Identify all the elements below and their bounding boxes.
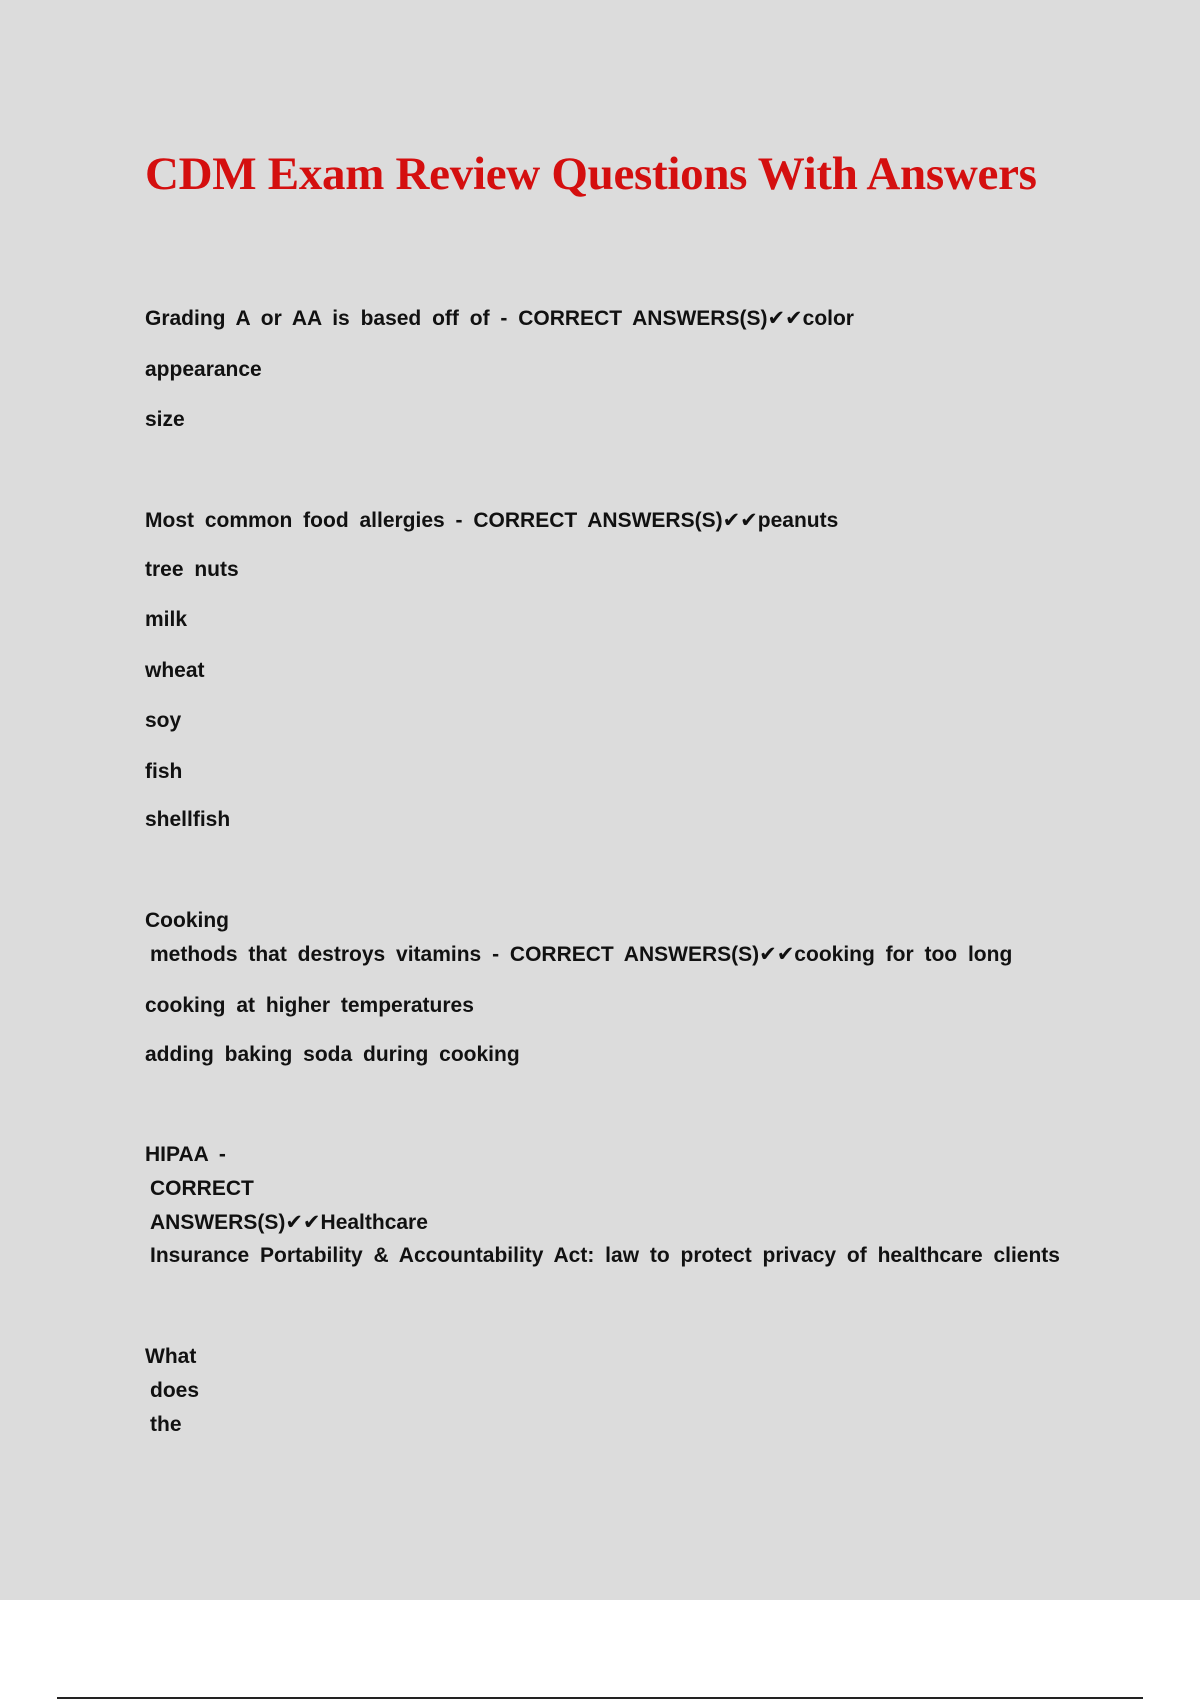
question-5-line-3: the xyxy=(150,1413,182,1436)
question-4-line-3: ANSWERS(S)✔✔Healthcare xyxy=(150,1211,428,1234)
question-1-line: Grading A or AA is based off of - CORRECT ANSWERS(S)✔✔color xyxy=(145,307,854,330)
answer-3-item-higher-temperatures: cooking at higher temperatures xyxy=(145,994,474,1017)
question-2-line: Most common food allergies - CORRECT ANSWERS(S)✔✔peanuts xyxy=(145,509,839,532)
answer-2-item-wheat: wheat xyxy=(145,659,205,682)
answer-1-item-appearance: appearance xyxy=(145,358,262,381)
answer-2-item-soy: soy xyxy=(145,709,182,732)
question-3-line-2: methods that destroys vitamins - CORRECT ANSWERS(S)✔✔cooking for too long xyxy=(150,943,1013,966)
footer-divider xyxy=(57,1697,1143,1699)
question-4-line-2: CORRECT xyxy=(150,1177,254,1200)
question-5-line-2: does xyxy=(150,1379,200,1402)
question-4-line-1: HIPAA - xyxy=(145,1143,226,1166)
answer-2-item-fish: fish xyxy=(145,760,183,783)
answer-2-item-milk: milk xyxy=(145,608,188,631)
answer-2-item-shellfish: shellfish xyxy=(145,808,231,831)
answer-4-definition: Insurance Portability & Accountability Act: law to protect privacy of healthcare clients xyxy=(150,1244,1060,1267)
page-title: CDM Exam Review Questions With Answers xyxy=(145,148,1037,200)
question-3-line-1: Cooking xyxy=(145,909,229,932)
answer-3-item-baking-soda: adding baking soda during cooking xyxy=(145,1043,520,1066)
answer-2-item-tree-nuts: tree nuts xyxy=(145,558,239,581)
answer-1-item-size: size xyxy=(145,408,185,431)
question-5-line-1: What xyxy=(145,1345,197,1368)
